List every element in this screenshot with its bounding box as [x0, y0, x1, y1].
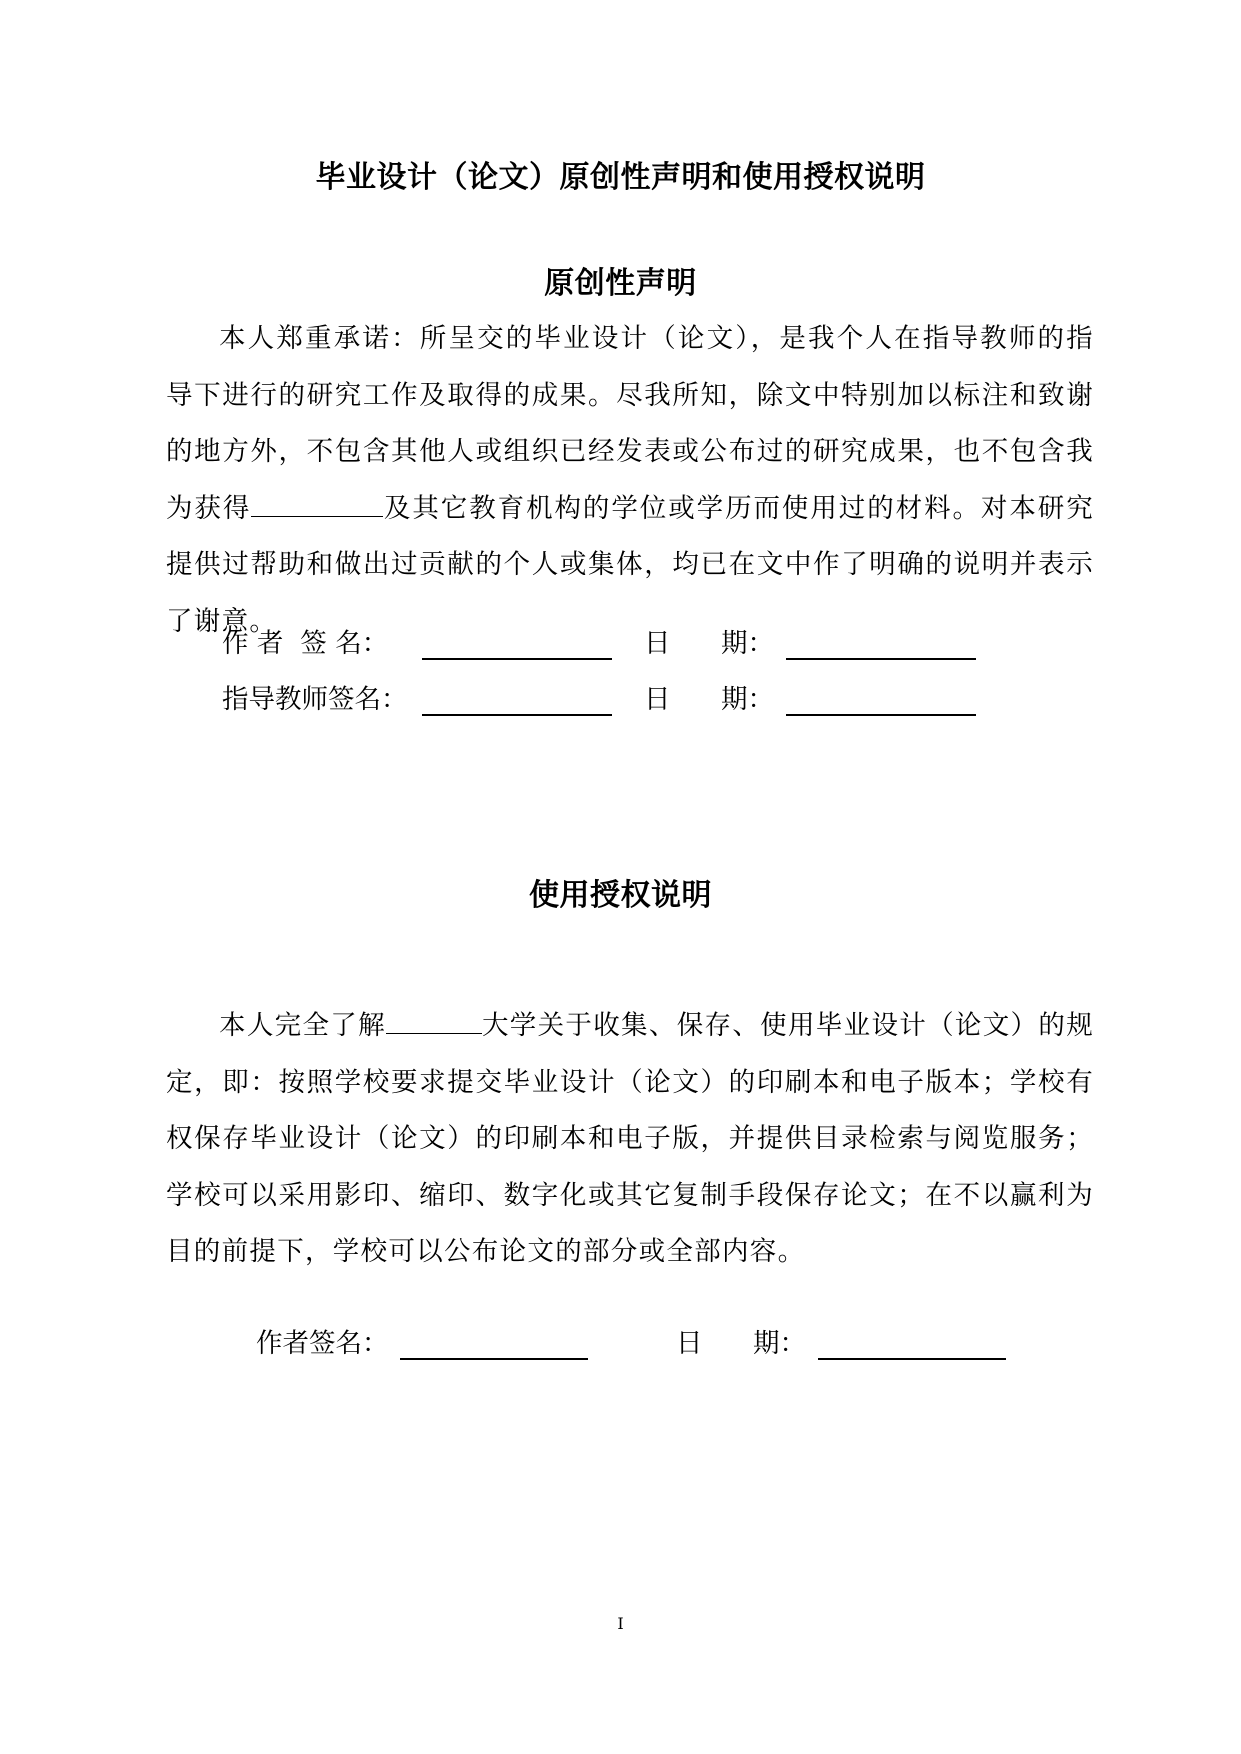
document-title: 毕业设计（论文）原创性声明和使用授权说明	[315, 160, 926, 195]
authorization-author-sign-label: 作者签名：	[256, 1328, 389, 1359]
authorization-statement	[166, 998, 1094, 1281]
authorization-date-label: 日 期：	[676, 1328, 807, 1359]
advisor-sign-label: 指导教师签名：	[222, 684, 408, 715]
authorization-author-signature-line[interactable]	[400, 1358, 588, 1360]
originality-text-part2: 及其它教育机构的学位或学历而使用过的材料。对本研究提供过帮助和做出过贡献的个人或集体，均已在文中作了明确的说明并表示了谢意。	[166, 492, 1095, 637]
advisor-date-label: 日 期：	[644, 684, 775, 715]
authorization-text-part2: 大学关于收集、保存、使用毕业设计（论文）的规定，即：按照学校要求提交毕业设计（论文）的印刷本和电子版本；学校有权保存毕业设计（论文）的印刷本和电子版，并提供目录检索与阅览服务；学校可以采用影印、缩印、数字化或其它复制手段保存论文；在不以赢利为目的前提下，学校可以公布论文的部分或全部内容。	[166, 1010, 1094, 1267]
university-blank[interactable]	[386, 1013, 482, 1034]
authorization-text-part1: 本人完全了解	[219, 1010, 386, 1041]
authorization-date-line[interactable]	[818, 1358, 1006, 1360]
originality-text-part1: 本人郑重承诺：所呈交的毕业设计（论文），是我个人在指导教师的指导下进行的研究工作及取得的成果。尽我所知，除文中特别加以标注和致谢的地方外，不包含其他人或组织已经发表或公布过的研究成果，也不包含我为获得	[166, 323, 1094, 524]
advisor-signature-row	[222, 682, 982, 718]
authorization-heading: 使用授权说明	[529, 878, 712, 913]
page-number: I	[617, 1614, 624, 1633]
advisor-date-line[interactable]	[786, 714, 976, 716]
author-signature-row	[222, 626, 982, 662]
author-sign-label: 作 者 签 名：	[222, 628, 389, 659]
authorization-signature-row	[256, 1326, 1016, 1362]
institution-blank[interactable]	[251, 496, 383, 517]
author-date-label: 日 期：	[644, 628, 775, 659]
originality-heading: 原创性声明	[544, 266, 697, 301]
author-date-line[interactable]	[786, 658, 976, 660]
author-signature-line[interactable]	[422, 658, 612, 660]
originality-statement	[166, 311, 1094, 650]
advisor-signature-line[interactable]	[422, 714, 612, 716]
